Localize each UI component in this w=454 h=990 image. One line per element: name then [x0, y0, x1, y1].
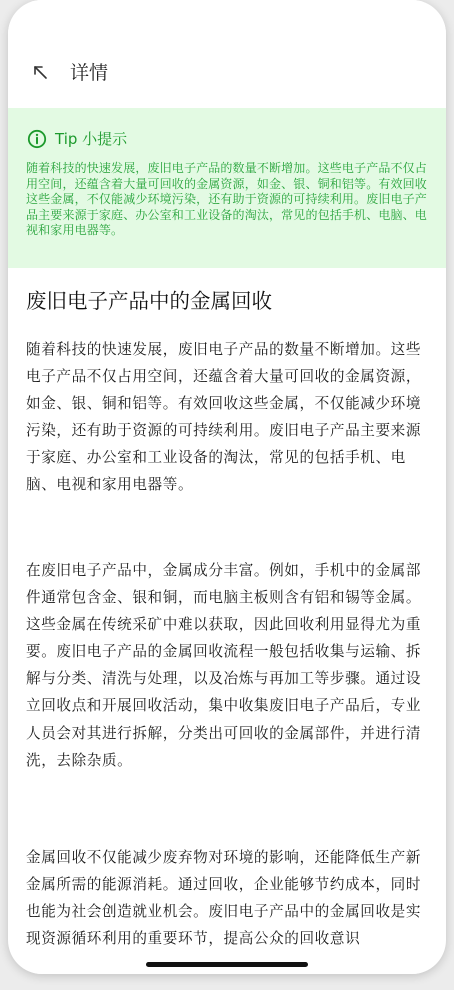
top-bar [8, 0, 446, 108]
article-paragraph: 随着科技的快速发展，废旧电子产品的数量不断增加。这些电子产品不仅占用空间，还蕴含着大量可回收的金属资源，如金、银、铜和铝等。有效回收这些金属，不仅能减少环境污染，还有助于资源的可持续利用。废旧电子产品主要来源于家庭、办公室和工业设备的淘汰，常见的包括手机、电脑、电视和家用电器等。 [26, 341, 422, 494]
back-arrow-icon [26, 58, 54, 86]
tip-title: Tip 小提示 [55, 130, 128, 148]
tip-text: 随着科技的快速发展，废旧电子产品的数量不断增加。这些电子产品不仅占用空间，还蕴含着大量可回收的金属资源，如金、银、铜和铝等。有效回收这些金属，不仅能减少环境污染，还有助于资源的可持续利用。废旧电子产品主要来源于家庭、办公室和工业设备的淘汰，常见的包括手机、电脑、电视和家用电器等。 [26, 161, 427, 237]
article-body [8, 268, 446, 974]
tip-box [8, 108, 446, 268]
scroll-fade [8, 948, 446, 974]
article-title: 废旧电子产品中的金属回收 [26, 289, 272, 313]
article-paragraph: 金属回收不仅能减少废弃物对环境的影响，还能降低生产新金属所需的能源消耗。通过回收，企业能够节约成本，同时也能为社会创造就业机会。废旧电子产品中的金属回收是实现资源循环利用的重要环节，提高公众的回收意识 [26, 849, 422, 948]
info-circle-icon [27, 129, 47, 149]
article-paragraph: 在废旧电子产品中，金属成分丰富。例如，手机中的金属部件通常包含金、银和铜，而电脑主板则含有铝和锡等金属。这些金属在传统采矿中难以获取，因此回收利用显得尤为重要。废旧电子产品的金属回收流程一般包括收集与运输、拆解与分类、清洗与处理，以及冶炼与再加工等步骤。通过设立回收点和开展回收活动，集中收集废旧电子产品后，专业人员会对其进行拆解，分类出可回收的金属部件，并进行清洗，去除杂质。 [26, 562, 422, 769]
phone-screen [8, 0, 446, 974]
home-indicator[interactable] [146, 962, 308, 967]
tip-header [27, 128, 127, 150]
page-title: 详情 [70, 62, 109, 84]
back-button[interactable] [26, 58, 54, 86]
